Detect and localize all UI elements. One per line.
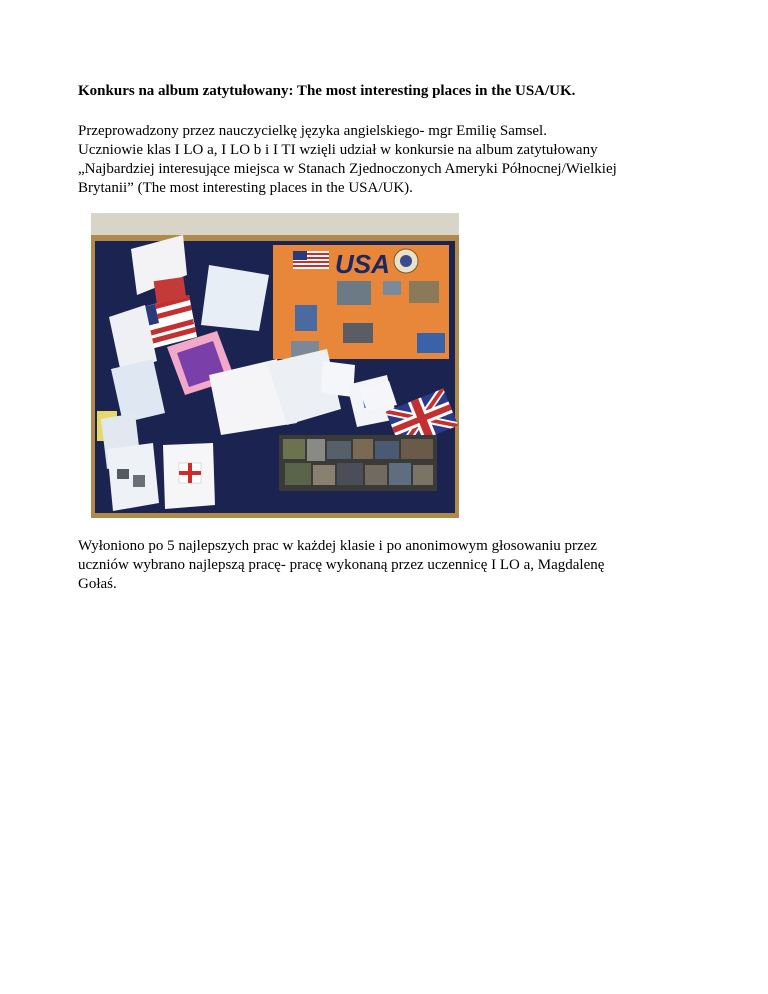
photo-collage-strip [279,435,437,491]
intro-line: Uczniowie klas I LO a, I LO b i I TI wzięli udział w konkursie na album zatytułowany [78,142,598,158]
results-paragraph [78,537,698,594]
results-line: Gołaś. [78,576,117,592]
intro-line: Brytanii” (The most interesting places in the USA/UK). [78,180,413,196]
intro-paragraph [78,122,698,198]
flag-album-england [163,443,215,509]
bulletin-board-photo [91,213,459,518]
album-card [201,265,269,331]
usa-poster [273,245,449,359]
usa-poster-title: USA [335,249,390,279]
results-line: uczniów wybrano najlepszą pracę- pracę wykonaną przez uczennicę I LO a, Magdalenę [78,557,605,573]
results-line: Wyłoniono po 5 najlepszych prac w każdej klasie i po anonimowym głosowaniu przez [78,538,597,554]
intro-line: „Najbardziej interesujące miejsca w Stanach Zjednoczonych Ameryki Północnej/Wielkiej [78,161,617,177]
intro-line: Przeprowadzony przez nauczycielkę języka angielskiego- mgr Emilię Samsel. [78,123,547,139]
document-title: Konkurs na album zatytułowany: The most interesting places in the USA/UK. [78,83,576,99]
